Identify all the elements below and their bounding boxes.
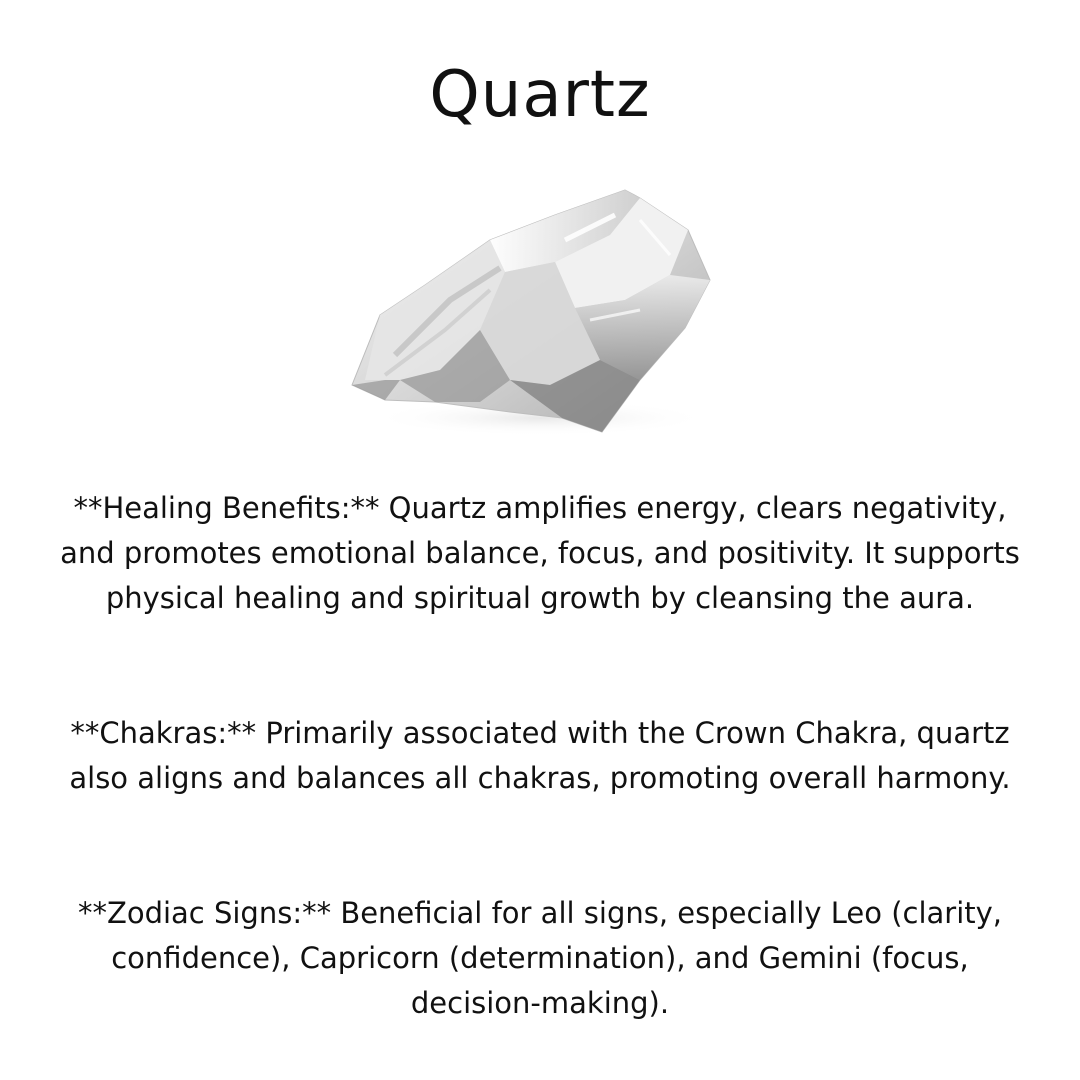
chakras-paragraph: **Chakras:** Primarily associated with the Crown Chakra, quartz also aligns and balances all chakras, promoting overall harmony.: [69, 716, 1011, 795]
healing-benefits-paragraph: **Healing Benefits:** Quartz amplifies energy, clears negativity, and promotes emotional balance, focus, and positivity. It supports physical healing and spiritual growth by cleansing the aura.: [60, 491, 1020, 615]
page-title: Quartz: [429, 58, 651, 132]
clear-quartz-crystal-image: [340, 180, 740, 440]
zodiac-signs-paragraph: **Zodiac Signs:** Beneficial for all signs, especially Leo (clarity, confidence), Capricorn (determination), and Gemini (focus, decision-making).: [77, 896, 1003, 1020]
